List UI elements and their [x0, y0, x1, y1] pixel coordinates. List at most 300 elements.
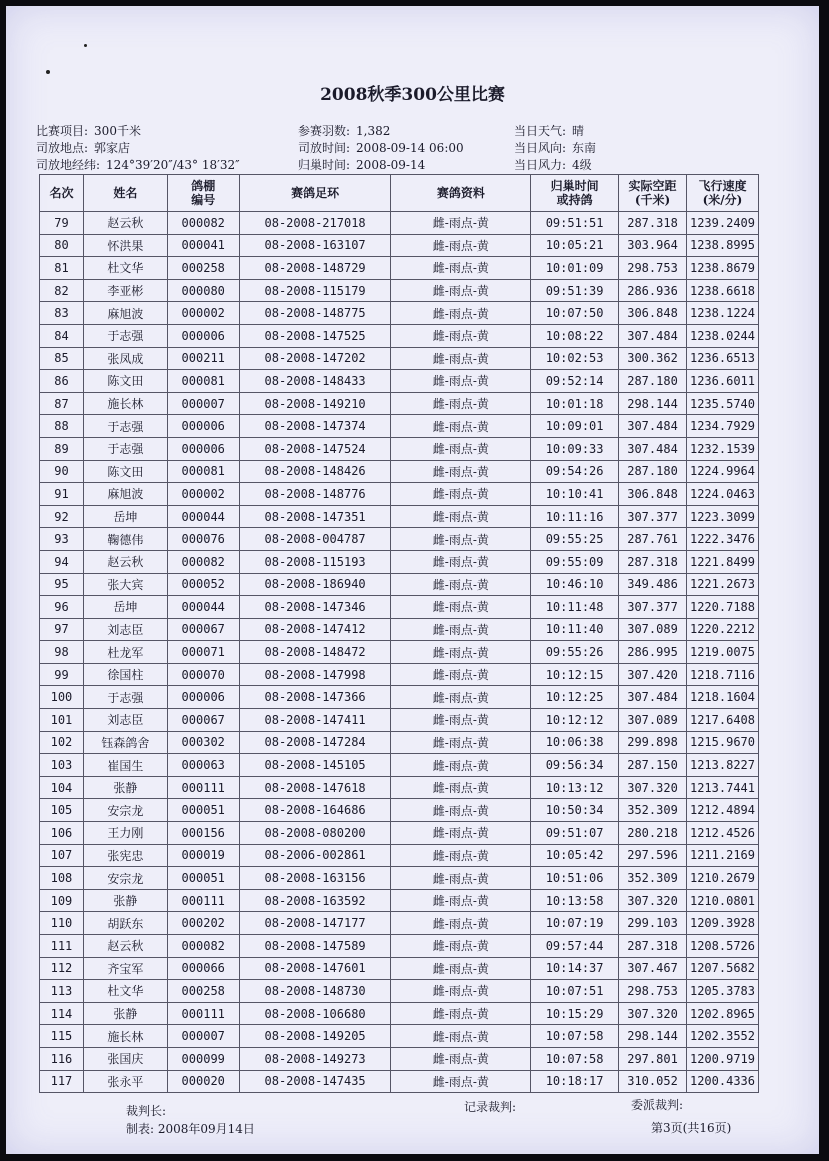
cell-dist: 307.320: [619, 1002, 687, 1025]
cell-time: 09:56:34: [531, 754, 619, 777]
cell-speed: 1205.3783: [686, 980, 758, 1003]
table-row: [40, 1047, 759, 1070]
cell-speed: 1238.1224: [686, 302, 758, 325]
cell-info: 雌-雨点-黄: [391, 980, 531, 1003]
cell-ring: 08-2008-115193: [239, 550, 391, 573]
cell-time: 10:07:51: [531, 980, 619, 1003]
header-time-line2: 或持鸽: [556, 193, 593, 207]
cell-loft: 000070: [167, 663, 239, 686]
cell-info: 雌-雨点-黄: [391, 370, 531, 393]
cell-loft: 000302: [167, 731, 239, 754]
cell-rank: 86: [40, 370, 84, 393]
table-row: [40, 709, 759, 732]
header-loft-line1: 鸽棚: [191, 179, 216, 193]
results-table: [39, 174, 759, 1093]
weather-label: 当日天气:: [514, 124, 567, 138]
table-row: [40, 212, 759, 235]
header-loft-line2: 编号: [191, 193, 216, 207]
cell-speed: 1238.0244: [686, 324, 758, 347]
cell-time: 10:13:58: [531, 889, 619, 912]
cell-dist: 287.150: [619, 754, 687, 777]
cell-rank: 80: [40, 234, 84, 257]
cell-loft: 000019: [167, 844, 239, 867]
cell-time: 10:12:15: [531, 663, 619, 686]
table-row: [40, 663, 759, 686]
cell-loft: 000258: [167, 980, 239, 1003]
cell-name: 李亚彬: [83, 279, 167, 302]
cell-speed: 1234.7929: [686, 415, 758, 438]
cell-time: 10:11:40: [531, 618, 619, 641]
cell-speed: 1221.8499: [686, 550, 758, 573]
cell-loft: 000082: [167, 550, 239, 573]
cell-loft: 000044: [167, 505, 239, 528]
table-row: [40, 302, 759, 325]
cell-rank: 110: [40, 912, 84, 935]
cell-info: 雌-雨点-黄: [391, 212, 531, 235]
cell-ring: 08-2008-145105: [239, 754, 391, 777]
cell-speed: 1200.4336: [686, 1070, 758, 1093]
cell-dist: 298.144: [619, 1025, 687, 1048]
cell-name: 鞠德伟: [83, 528, 167, 551]
cell-info: 雌-雨点-黄: [391, 460, 531, 483]
cell-speed: 1210.0801: [686, 889, 758, 912]
cell-time: 10:07:50: [531, 302, 619, 325]
cell-dist: 287.318: [619, 212, 687, 235]
cell-info: 雌-雨点-黄: [391, 1002, 531, 1025]
cell-ring: 08-2008-147374: [239, 415, 391, 438]
cell-rank: 99: [40, 663, 84, 686]
cell-info: 雌-雨点-黄: [391, 957, 531, 980]
cell-rank: 97: [40, 618, 84, 641]
cell-name: 杜文华: [83, 980, 167, 1003]
cell-name: 岳坤: [83, 505, 167, 528]
cell-dist: 306.848: [619, 483, 687, 506]
cell-time: 10:09:33: [531, 437, 619, 460]
table-row: [40, 980, 759, 1003]
cell-info: 雌-雨点-黄: [391, 550, 531, 573]
cell-ring: 08-2008-163156: [239, 867, 391, 890]
cell-name: 安宗龙: [83, 867, 167, 890]
cell-name: 杜文华: [83, 257, 167, 280]
cell-speed: 1222.3476: [686, 528, 758, 551]
cell-name: 陈文田: [83, 370, 167, 393]
table-row: [40, 935, 759, 958]
cell-info: 雌-雨点-黄: [391, 686, 531, 709]
cell-loft: 000067: [167, 709, 239, 732]
cell-speed: 1202.8965: [686, 1002, 758, 1025]
cell-speed: 1218.1604: [686, 686, 758, 709]
cell-info: 雌-雨点-黄: [391, 822, 531, 845]
table-row: [40, 460, 759, 483]
cell-rank: 90: [40, 460, 84, 483]
cell-name: 安宗龙: [83, 799, 167, 822]
cell-speed: 1212.4894: [686, 799, 758, 822]
table-row: [40, 528, 759, 551]
cell-name: 施长林: [83, 1025, 167, 1048]
header-name: 姓名: [83, 175, 167, 212]
cell-info: 雌-雨点-黄: [391, 573, 531, 596]
cell-rank: 81: [40, 257, 84, 280]
cell-loft: 000202: [167, 912, 239, 935]
header-distance: [619, 175, 687, 212]
cell-loft: 000041: [167, 234, 239, 257]
cell-ring: 08-2008-163107: [239, 234, 391, 257]
table-row: [40, 370, 759, 393]
cell-rank: 79: [40, 212, 84, 235]
cell-ring: 08-2008-149210: [239, 392, 391, 415]
cell-ring: 08-2008-147412: [239, 618, 391, 641]
cell-time: 09:54:26: [531, 460, 619, 483]
cell-speed: 1238.8679: [686, 257, 758, 280]
cell-dist: 307.377: [619, 505, 687, 528]
cell-dist: 352.309: [619, 867, 687, 890]
site-value: 郭家店: [94, 141, 131, 155]
cell-name: 于志强: [83, 324, 167, 347]
cell-loft: 000006: [167, 415, 239, 438]
cell-info: 雌-雨点-黄: [391, 392, 531, 415]
cell-info: 雌-雨点-黄: [391, 799, 531, 822]
delegate-label: 委派裁判:: [631, 1098, 684, 1112]
cell-dist: 299.898: [619, 731, 687, 754]
cell-time: 10:02:53: [531, 347, 619, 370]
recorder-label: 记录裁判:: [464, 1100, 517, 1114]
cell-dist: 307.484: [619, 415, 687, 438]
cell-dist: 286.936: [619, 279, 687, 302]
return-time-info: [298, 156, 425, 173]
table-body: [40, 212, 759, 1093]
cell-speed: 1223.3099: [686, 505, 758, 528]
cell-speed: 1224.9964: [686, 460, 758, 483]
cell-loft: 000006: [167, 437, 239, 460]
cell-dist: 297.596: [619, 844, 687, 867]
cell-time: 10:13:12: [531, 776, 619, 799]
cell-rank: 88: [40, 415, 84, 438]
cell-info: 雌-雨点-黄: [391, 302, 531, 325]
chief-judge-label: 裁判长:: [126, 1104, 167, 1118]
table-row: [40, 234, 759, 257]
cell-speed: 1202.3552: [686, 1025, 758, 1048]
table-row: [40, 1025, 759, 1048]
cell-time: 10:01:18: [531, 392, 619, 415]
cell-info: 雌-雨点-黄: [391, 776, 531, 799]
coord-info: [36, 156, 240, 173]
wind-dir-info: [514, 139, 596, 156]
wind-force-label: 当日风力:: [514, 158, 567, 172]
cell-time: 10:15:29: [531, 1002, 619, 1025]
return-time-value: 2008-09-14: [356, 158, 426, 172]
coord-label: 司放地经纬:: [36, 158, 101, 172]
cell-ring: 08-2008-147618: [239, 776, 391, 799]
cell-loft: 000156: [167, 822, 239, 845]
cell-time: 10:07:19: [531, 912, 619, 935]
cell-rank: 115: [40, 1025, 84, 1048]
cell-speed: 1200.9719: [686, 1047, 758, 1070]
cell-name: 怀洪果: [83, 234, 167, 257]
wind-force-info: [514, 156, 592, 173]
cell-info: 雌-雨点-黄: [391, 596, 531, 619]
cell-time: 10:05:21: [531, 234, 619, 257]
cell-speed: 1236.6513: [686, 347, 758, 370]
cell-rank: 89: [40, 437, 84, 460]
cell-dist: 287.318: [619, 550, 687, 573]
cell-speed: 1221.2673: [686, 573, 758, 596]
cell-time: 10:08:22: [531, 324, 619, 347]
cell-dist: 306.848: [619, 302, 687, 325]
page-number: 第3页(共16页): [651, 1121, 732, 1135]
cell-dist: 307.089: [619, 709, 687, 732]
table-row: [40, 889, 759, 912]
event-info: [36, 122, 141, 139]
cell-rank: 112: [40, 957, 84, 980]
table-row: [40, 731, 759, 754]
cell-dist: 299.103: [619, 912, 687, 935]
cell-time: 09:57:44: [531, 935, 619, 958]
cell-loft: 000211: [167, 347, 239, 370]
table-row: [40, 686, 759, 709]
cell-rank: 83: [40, 302, 84, 325]
table-row: [40, 754, 759, 777]
table-row: [40, 415, 759, 438]
cell-rank: 95: [40, 573, 84, 596]
cell-rank: 107: [40, 844, 84, 867]
cell-speed: 1224.0463: [686, 483, 758, 506]
table-row: [40, 844, 759, 867]
cell-rank: 101: [40, 709, 84, 732]
cell-ring: 08-2008-148472: [239, 641, 391, 664]
cell-ring: 08-2008-115179: [239, 279, 391, 302]
cell-name: 岳坤: [83, 596, 167, 619]
cell-rank: 113: [40, 980, 84, 1003]
cell-time: 09:51:07: [531, 822, 619, 845]
cell-rank: 85: [40, 347, 84, 370]
cell-speed: 1235.5740: [686, 392, 758, 415]
event-value: 300千米: [94, 124, 141, 138]
cell-ring: 08-2006-002861: [239, 844, 391, 867]
cell-name: 徐国柱: [83, 663, 167, 686]
cell-loft: 000002: [167, 483, 239, 506]
cell-name: 杜龙军: [83, 641, 167, 664]
release-time-value: 2008-09-14 06:00: [356, 141, 464, 155]
cell-speed: 1238.6618: [686, 279, 758, 302]
cell-info: 雌-雨点-黄: [391, 257, 531, 280]
cell-name: 赵云秋: [83, 212, 167, 235]
cell-rank: 103: [40, 754, 84, 777]
cell-name: 齐宝军: [83, 957, 167, 980]
cell-rank: 104: [40, 776, 84, 799]
cell-name: 胡跃东: [83, 912, 167, 935]
cell-time: 10:01:09: [531, 257, 619, 280]
cell-info: 雌-雨点-黄: [391, 935, 531, 958]
cell-ring: 08-2008-147366: [239, 686, 391, 709]
cell-speed: 1212.4526: [686, 822, 758, 845]
cell-name: 张宪忠: [83, 844, 167, 867]
cell-rank: 100: [40, 686, 84, 709]
cell-speed: 1217.6408: [686, 709, 758, 732]
cell-ring: 08-2008-147177: [239, 912, 391, 935]
cell-rank: 98: [40, 641, 84, 664]
cell-ring: 08-2008-148729: [239, 257, 391, 280]
cell-name: 麻旭波: [83, 483, 167, 506]
cell-dist: 287.318: [619, 935, 687, 958]
cell-speed: 1213.8227: [686, 754, 758, 777]
cell-loft: 000080: [167, 279, 239, 302]
cell-loft: 000111: [167, 889, 239, 912]
cell-rank: 109: [40, 889, 84, 912]
cell-info: 雌-雨点-黄: [391, 234, 531, 257]
cell-ring: 08-2008-149205: [239, 1025, 391, 1048]
cell-rank: 84: [40, 324, 84, 347]
header-rank: 名次: [40, 175, 84, 212]
cell-loft: 000081: [167, 370, 239, 393]
cell-rank: 106: [40, 822, 84, 845]
cell-ring: 08-2008-004787: [239, 528, 391, 551]
prepared-date: 制表: 2008年09月14日: [126, 1122, 255, 1136]
cell-loft: 000020: [167, 1070, 239, 1093]
cell-rank: 108: [40, 867, 84, 890]
cell-time: 10:11:16: [531, 505, 619, 528]
cell-speed: 1218.7116: [686, 663, 758, 686]
cell-loft: 000258: [167, 257, 239, 280]
cell-info: 雌-雨点-黄: [391, 754, 531, 777]
cell-rank: 94: [40, 550, 84, 573]
cell-ring: 08-2008-080200: [239, 822, 391, 845]
table-header-row: [40, 175, 759, 212]
table-row: [40, 618, 759, 641]
cell-name: 于志强: [83, 415, 167, 438]
cell-loft: 000007: [167, 1025, 239, 1048]
cell-ring: 08-2008-147998: [239, 663, 391, 686]
table-row: [40, 257, 759, 280]
cell-ring: 08-2008-147411: [239, 709, 391, 732]
cell-time: 10:07:58: [531, 1025, 619, 1048]
cell-ring: 08-2008-147435: [239, 1070, 391, 1093]
cell-time: 10:12:12: [531, 709, 619, 732]
cell-ring: 08-2008-147346: [239, 596, 391, 619]
cell-ring: 08-2008-147601: [239, 957, 391, 980]
cell-time: 10:06:38: [531, 731, 619, 754]
cell-name: 刘志臣: [83, 618, 167, 641]
cell-name: 钰森鸽舍: [83, 731, 167, 754]
cell-name: 于志强: [83, 686, 167, 709]
cell-rank: 116: [40, 1047, 84, 1070]
cell-rank: 111: [40, 935, 84, 958]
header-time-line1: 归巢时间: [550, 179, 599, 193]
cell-speed: 1232.1539: [686, 437, 758, 460]
cell-name: 张静: [83, 889, 167, 912]
cell-time: 10:05:42: [531, 844, 619, 867]
cell-ring: 08-2008-147202: [239, 347, 391, 370]
cell-ring: 08-2008-147525: [239, 324, 391, 347]
cell-info: 雌-雨点-黄: [391, 528, 531, 551]
wind-dir-label: 当日风向:: [514, 141, 567, 155]
table-row: [40, 392, 759, 415]
cell-time: 09:55:09: [531, 550, 619, 573]
cell-ring: 08-2008-217018: [239, 212, 391, 235]
cell-dist: 287.180: [619, 370, 687, 393]
cell-ring: 08-2008-148775: [239, 302, 391, 325]
cell-speed: 1236.6011: [686, 370, 758, 393]
cell-loft: 000071: [167, 641, 239, 664]
event-label: 比赛项目:: [36, 124, 89, 138]
cell-info: 雌-雨点-黄: [391, 505, 531, 528]
cell-name: 张国庆: [83, 1047, 167, 1070]
cell-dist: 298.753: [619, 980, 687, 1003]
cell-dist: 286.995: [619, 641, 687, 664]
cell-loft: 000082: [167, 935, 239, 958]
cell-speed: 1207.5682: [686, 957, 758, 980]
cell-time: 10:09:01: [531, 415, 619, 438]
cell-speed: 1220.7188: [686, 596, 758, 619]
header-speed: [686, 175, 758, 212]
cell-time: 09:51:39: [531, 279, 619, 302]
cell-info: 雌-雨点-黄: [391, 437, 531, 460]
cell-time: 10:12:25: [531, 686, 619, 709]
cell-name: 于志强: [83, 437, 167, 460]
wind-dir-value: 东南: [572, 141, 597, 155]
coord-value: 124°39′20″/43° 18′32″: [106, 158, 240, 172]
cell-ring: 08-2008-148730: [239, 980, 391, 1003]
cell-name: 崔国生: [83, 754, 167, 777]
cell-loft: 000052: [167, 573, 239, 596]
cell-speed: 1211.2169: [686, 844, 758, 867]
table-row: [40, 822, 759, 845]
table-row: [40, 1002, 759, 1025]
cell-dist: 307.320: [619, 889, 687, 912]
cell-dist: 310.052: [619, 1070, 687, 1093]
site-info: [36, 139, 130, 156]
table-row: [40, 596, 759, 619]
header-speed-line2: (米/分): [702, 193, 743, 207]
cell-name: 赵云秋: [83, 935, 167, 958]
cell-rank: 96: [40, 596, 84, 619]
cell-name: 麻旭波: [83, 302, 167, 325]
cell-info: 雌-雨点-黄: [391, 889, 531, 912]
return-time-label: 归巢时间:: [298, 158, 351, 172]
wind-force-value: 4级: [572, 158, 592, 172]
cell-ring: 08-2008-148426: [239, 460, 391, 483]
cell-loft: 000007: [167, 392, 239, 415]
cell-dist: 352.309: [619, 799, 687, 822]
table-row: [40, 437, 759, 460]
site-label: 司放地点:: [36, 141, 89, 155]
cell-info: 雌-雨点-黄: [391, 844, 531, 867]
cell-time: 10:46:10: [531, 573, 619, 596]
cell-time: 09:55:25: [531, 528, 619, 551]
cell-info: 雌-雨点-黄: [391, 1070, 531, 1093]
cell-time: 09:52:14: [531, 370, 619, 393]
table-row: [40, 912, 759, 935]
cell-info: 雌-雨点-黄: [391, 618, 531, 641]
cell-time: 09:51:51: [531, 212, 619, 235]
cell-rank: 102: [40, 731, 84, 754]
cell-speed: 1208.5726: [686, 935, 758, 958]
cell-name: 张静: [83, 776, 167, 799]
cell-speed: 1220.2212: [686, 618, 758, 641]
cell-speed: 1210.2679: [686, 867, 758, 890]
cell-dist: 280.218: [619, 822, 687, 845]
cell-rank: 93: [40, 528, 84, 551]
cell-info: 雌-雨点-黄: [391, 663, 531, 686]
cell-time: 10:18:17: [531, 1070, 619, 1093]
count-label: 参赛羽数:: [298, 124, 351, 138]
cell-dist: 287.180: [619, 460, 687, 483]
cell-loft: 000067: [167, 618, 239, 641]
cell-ring: 08-2008-147351: [239, 505, 391, 528]
cell-loft: 000044: [167, 596, 239, 619]
cell-loft: 000002: [167, 302, 239, 325]
cell-loft: 000063: [167, 754, 239, 777]
weather-value: 晴: [572, 124, 585, 138]
